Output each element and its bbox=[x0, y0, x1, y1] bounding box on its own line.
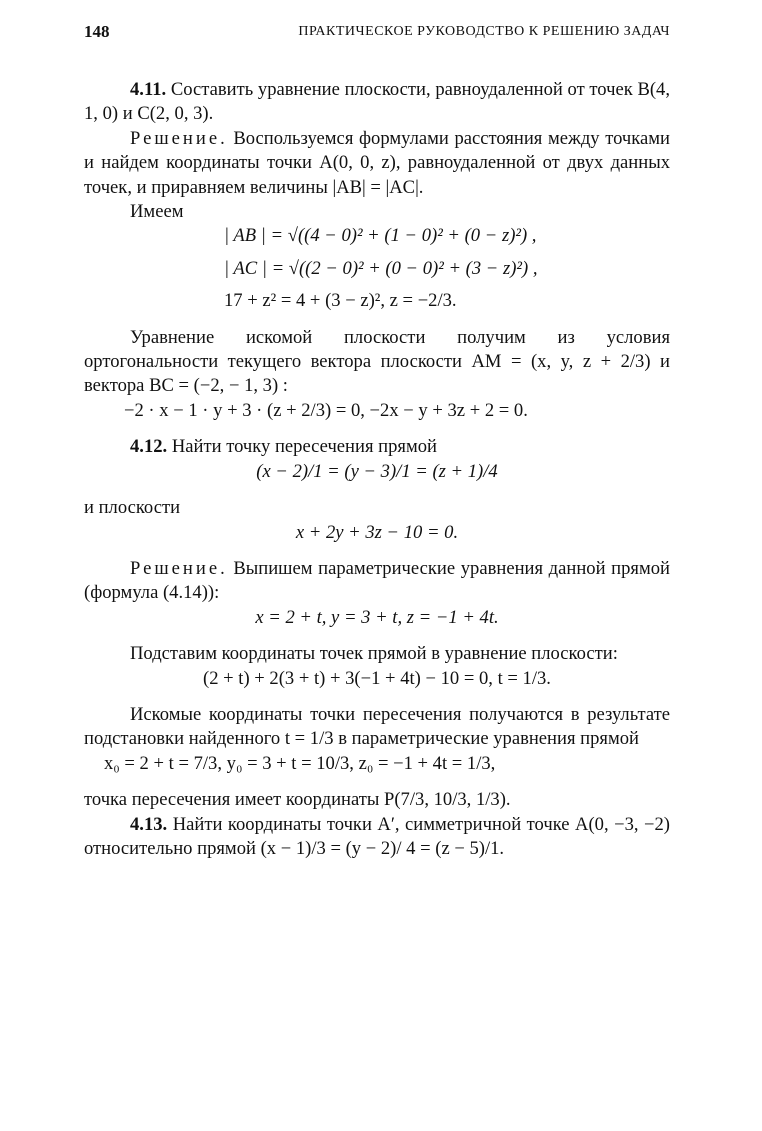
problem-4-11-statement bbox=[84, 78, 670, 127]
problem-number: 4.13. bbox=[130, 813, 168, 835]
equation-substitute: (2 + t) + 2(3 + t) + 3(−1 + 4t) − 10 = 0, t = 1/3. bbox=[203, 667, 551, 689]
solution-text: Выпишем параметрические уравнения данной прямой (формула (4.14)): bbox=[84, 557, 670, 604]
solution-label: Решение. bbox=[130, 127, 228, 149]
equation-solve-z: 17 + z² = 4 + (3 − z)², z = −2/3. bbox=[224, 290, 457, 312]
problem-4-13-statement bbox=[84, 813, 670, 862]
substitute-text: Подставим координаты точек прямой в уравнение плоскости: bbox=[130, 643, 618, 665]
result-text: Искомые координаты точки пересечения получаются в результате подстановки найденного t = 1/3 в параметрические уравнения прямой bbox=[84, 703, 670, 750]
equation-line: (x − 2)/1 = (y − 3)/1 = (z + 1)/4 bbox=[256, 460, 498, 482]
problem-4-12-solution bbox=[84, 557, 670, 606]
problem-4-12-statement bbox=[84, 435, 670, 459]
solution-text: Воспользуемся формулами расстояния между точками и найдем координаты точки A(0, 0, z), равноудаленной от двух данных точек, и приравняем величины |AB| = |AC|. bbox=[84, 127, 670, 198]
running-title: ПРАКТИЧЕСКОЕ РУКОВОДСТВО К РЕШЕНИЮ ЗАДАЧ bbox=[298, 24, 670, 39]
equation-plane: x + 2y + 3z − 10 = 0. bbox=[295, 521, 459, 543]
equation-plane-result: −2 · x − 1 · y + 3 · (z + 2/3) = 0, −2x − y + 3z + 2 = 0. bbox=[124, 399, 528, 421]
plane-orthogonality-text: Уравнение искомой плоскости получим из условия ортогональности текущего вектора плоскости AM = (x, y, z + 2/3) и вектора BC = (−2, − 1, 3) : bbox=[84, 326, 670, 397]
page-header bbox=[84, 22, 670, 50]
page-number: 148 bbox=[84, 22, 110, 41]
problem-number: 4.12. bbox=[130, 436, 168, 458]
problem-text: Найти координаты точки A′, симметричной точке A(0, −3, −2) относительно прямой (x − 1)/3 = (y − 2)/ 4 = (z − 5)/1. bbox=[84, 813, 670, 859]
problem-text: Найти точку пересечения прямой bbox=[171, 436, 437, 458]
equation-parametric: x = 2 + t, y = 3 + t, z = −1 + 4t. bbox=[255, 606, 499, 628]
problem-4-11-solution bbox=[84, 127, 670, 200]
problem-text: Составить уравнение плоскости, равноудаленной от точек B(4, 1, 0) и C(2, 0, 3). bbox=[84, 79, 670, 125]
and-plane-text: и плоскости bbox=[84, 497, 181, 519]
equation-ab-distance: | AB | = √((4 − 0)² + (1 − 0)² + (0 − z)²) , bbox=[224, 225, 537, 247]
have-label: Имеем bbox=[130, 201, 184, 223]
solution-label: Решение. bbox=[130, 557, 228, 579]
book-page bbox=[84, 22, 670, 859]
problem-number: 4.11. bbox=[130, 79, 167, 100]
page-content bbox=[84, 78, 670, 861]
equation-coordinates: x₀ = 2 + t = 7/3, y₀ = 3 + t = 10/3, z₀ = −1 + 4t = 1/3, bbox=[104, 752, 496, 774]
conclusion-text: точка пересечения имеет координаты P(7/3, 10/3, 1/3). bbox=[84, 789, 511, 811]
equation-ac-distance: | AC | = √((2 − 0)² + (0 − 0)² + (3 − z)²) , bbox=[224, 257, 538, 279]
